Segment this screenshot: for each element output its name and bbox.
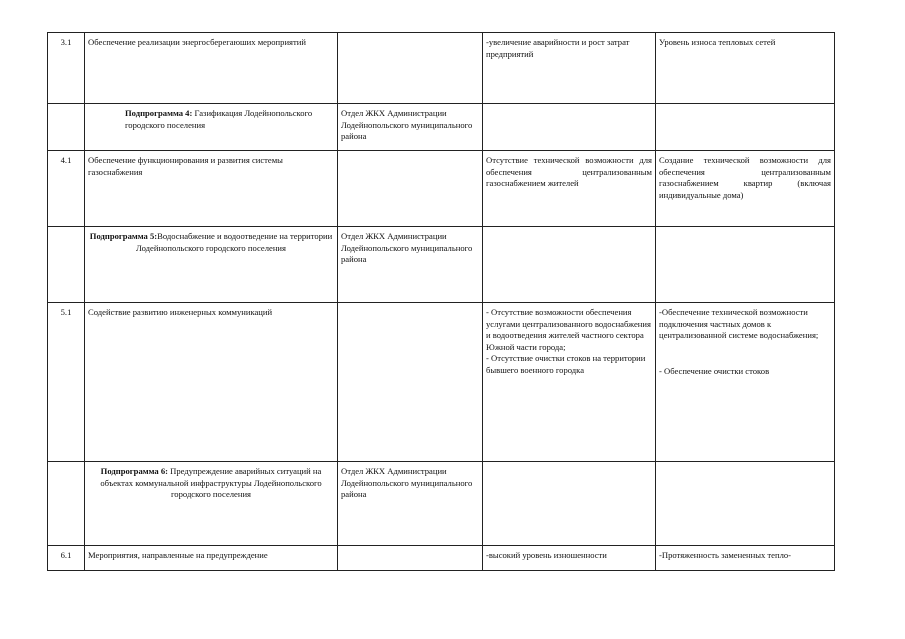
subprogram-row (48, 104, 835, 151)
subprogram-title: Предупреждение аварийных ситуаций на объектах коммунальной инфраструктуры Лодейнопольского городского поселения (100, 466, 322, 499)
result-text: -Протяженность замененных тепло- (659, 550, 792, 560)
problem-cell (483, 546, 656, 571)
program-table (47, 32, 835, 571)
row-number: 6.1 (60, 550, 72, 560)
executor-cell (338, 104, 483, 151)
problem-text: - Отсутствие очистки стоков на территории бывшего военного городка (486, 353, 646, 375)
row-number-cell (48, 546, 85, 571)
result-cell (656, 303, 835, 462)
subprogram-title: Водоснабжение и водоотведение на территории Лодейнопольского городского поселения (136, 231, 333, 253)
measure-name-cell (85, 546, 338, 571)
subprogram-row (48, 227, 835, 303)
row-number-cell (48, 33, 85, 104)
result-text: Создание технической возможности для обеспечения централизованным газоснабжением квартир (включая индивидуальные дома) (659, 155, 831, 200)
row-number-cell (48, 227, 85, 303)
measure-name: Обеспечение функционирования и развития системы газоснабжения (88, 155, 283, 177)
measure-name: Обеспечение реализации энергосберегаюших мероприятий (88, 37, 306, 47)
result-cell (656, 104, 835, 151)
problem-text: - Отсутствие возможности обеспечения услугами централизованного водоснабжения и водоотведения жителей частного сектора Южной части города; (486, 307, 651, 352)
executor-cell (338, 462, 483, 546)
measure-name-cell (85, 303, 338, 462)
spacer (659, 342, 831, 354)
row-number-cell (48, 462, 85, 546)
row-number: 5.1 (60, 307, 72, 317)
executor-cell (338, 151, 483, 227)
subprogram-label: Подпрограмма 5: (89, 231, 158, 241)
row-number-cell (48, 303, 85, 462)
result-cell (656, 33, 835, 104)
executor-cell (338, 546, 483, 571)
spacer (659, 354, 831, 366)
subprogram-row (48, 462, 835, 546)
result-cell (656, 227, 835, 303)
row-number: 3.1 (60, 37, 72, 47)
executor-text: Отдел ЖКХ Администрации Лодейнопольского муниципального района (341, 108, 473, 141)
subprogram-title-cell (85, 104, 338, 151)
subprogram-title-cell (85, 227, 338, 303)
problem-cell (483, 104, 656, 151)
table-row (48, 546, 835, 571)
measure-name-cell (85, 151, 338, 227)
problem-text: -высокий уровень изношенности (486, 550, 607, 560)
subprogram-title-cell (85, 462, 338, 546)
result-cell (656, 546, 835, 571)
row-number: 4.1 (60, 155, 72, 165)
problem-cell (483, 303, 656, 462)
subprogram-label: Подпрограмма 6: (100, 466, 168, 476)
executor-cell (338, 33, 483, 104)
problem-cell (483, 33, 656, 104)
row-number-cell (48, 104, 85, 151)
table-row (48, 303, 835, 462)
executor-cell (338, 227, 483, 303)
measure-name-cell (85, 33, 338, 104)
problem-cell (483, 227, 656, 303)
measure-name: Содействие развитию инженерных коммуникаций (88, 307, 273, 317)
row-number-cell (48, 151, 85, 227)
result-text: Уровень износа тепловых сетей (659, 37, 776, 47)
subprogram-title: Газификация Лодейнопольского городского поселения (125, 108, 313, 130)
problem-cell (483, 462, 656, 546)
executor-text: Отдел ЖКХ Администрации Лодейнопольского муниципального района (341, 231, 473, 264)
problem-cell (483, 151, 656, 227)
executor-cell (338, 303, 483, 462)
problem-text: Отсутствие технической возможности для обеспечения централизованным газоснабжением жителей (486, 155, 652, 188)
table-row (48, 151, 835, 227)
table-row (48, 33, 835, 104)
result-cell (656, 462, 835, 546)
result-text: - Обеспечение очистки стоков (659, 365, 770, 376)
subprogram-label: Подпрограмма 4: (125, 108, 193, 118)
result-text: -Обеспечение технической возможности подключения частных домов к централизованной системе водоснабжения; (659, 307, 819, 340)
problem-text: -увеличение аварийности и рост затрат предприятий (486, 37, 630, 59)
result-cell (656, 151, 835, 227)
measure-name: Мероприятия, направленные на предупреждение (88, 550, 268, 560)
executor-text: Отдел ЖКХ Администрации Лодейнопольского муниципального района (341, 466, 473, 499)
